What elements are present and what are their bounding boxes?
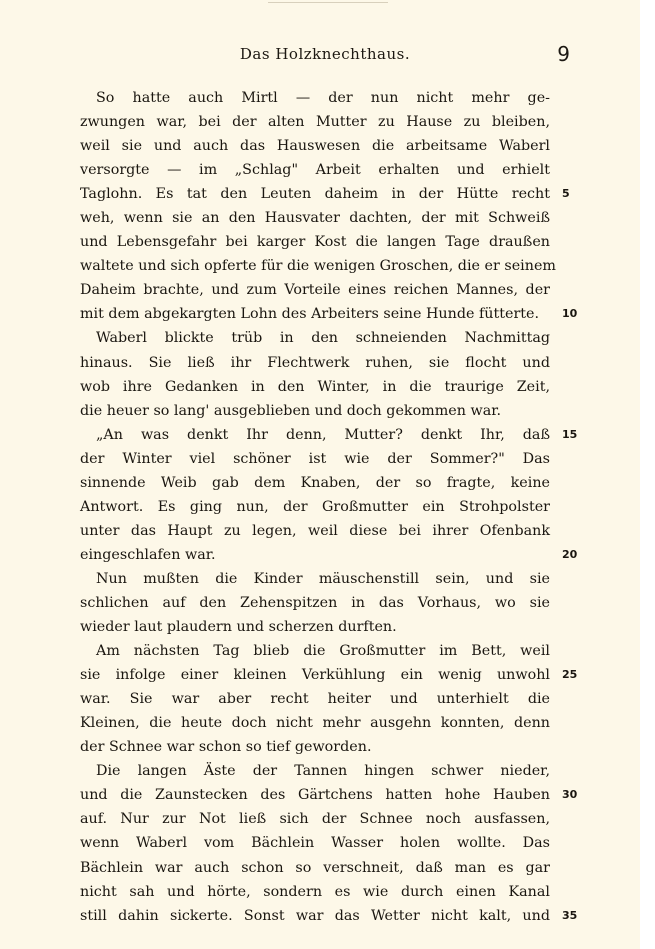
text-line	[80, 663, 578, 687]
line-text: mit dem abgekargten Lohn des Arbeiters seine Hunde fütterte.	[80, 306, 540, 323]
line-text: So hatte auch Mirtl — der nun nicht mehr ge-	[96, 90, 550, 106]
line-number: 15	[562, 427, 578, 441]
text-line	[80, 519, 550, 543]
text-line	[80, 543, 578, 567]
line-text: Am nächsten Tag blieb die Großmutter im Bett, weil	[96, 643, 550, 660]
text-line	[80, 86, 550, 110]
text-line	[80, 351, 550, 375]
text-line	[80, 278, 550, 302]
line-text: Bächlein war auch schon so verschneit, daß man es gar	[80, 859, 550, 876]
text-line	[80, 807, 550, 831]
text-line	[80, 831, 550, 855]
line-text: Antwort. Es ging nun, der Großmutter ein Strohpolster	[80, 498, 550, 515]
line-number: 35	[562, 908, 578, 922]
line-number: 20	[562, 547, 578, 561]
line-text: sinnende Weib gab dem Knaben, der so fragte, keine	[80, 474, 550, 491]
line-text: hinaus. Sie ließ ihr Flechtwerk ruhen, sie flocht und	[80, 354, 550, 371]
line-text: unter das Haupt zu legen, weil diese bei ihrer Ofenbank	[80, 522, 550, 539]
text-line	[80, 591, 550, 615]
line-text: die heuer so lang' ausgeblieben und doch gekommen war.	[80, 402, 502, 419]
body-text	[80, 86, 578, 928]
line-text: wieder laut plaudern und scherzen durften.	[80, 619, 397, 636]
text-line	[80, 495, 550, 519]
line-number: 10	[562, 307, 578, 321]
line-text: und Lebensgefahr bei karger Kost die langen Tage draußen	[80, 234, 550, 251]
line-text: zwungen war, bei der alten Mutter zu Hause zu bleiben,	[80, 114, 550, 131]
line-text: wenn Waberl vom Bächlein Wasser holen wollte. Das	[80, 835, 550, 852]
text-line	[80, 399, 550, 423]
line-text: weh, wenn sie an den Hausvater dachten, der mit Schweiß	[80, 210, 550, 227]
page-number: 9	[557, 42, 570, 66]
text-line	[80, 735, 550, 759]
line-text: Taglohn. Es tat den Leuten daheim in der Hütte recht	[80, 186, 550, 203]
line-text: sie infolge einer kleinen Verkühlung ein wenig unwohl	[80, 667, 550, 684]
line-text: nicht sah und hörte, sondern es wie durch einen Kanal	[80, 883, 550, 900]
text-line	[80, 615, 550, 639]
text-line	[80, 711, 550, 735]
line-text: der Schnee war schon so tief geworden.	[80, 739, 372, 756]
line-text: Nun mußten die Kinder mäuschenstill sein, und sie	[96, 570, 550, 587]
line-text: „An was denkt Ihr denn, Mutter? denkt Ihr, daß	[96, 426, 550, 443]
line-number: 25	[562, 668, 578, 682]
line-text: weil sie und auch das Hauswesen die arbeitsame Waberl	[80, 138, 550, 155]
running-head	[80, 42, 570, 71]
line-text: still dahin sickerte. Sonst war das Wetter nicht kalt, und	[80, 907, 550, 924]
text-line	[80, 423, 578, 447]
text-line	[80, 182, 570, 206]
text-line	[80, 639, 550, 663]
text-line	[80, 904, 578, 928]
text-line	[80, 375, 550, 399]
text-line	[80, 110, 550, 134]
line-text: Daheim brachte, und zum Vorteile eines reichen Mannes, der	[80, 282, 550, 299]
line-text: Die langen Äste der Tannen hingen schwer nieder,	[96, 763, 550, 780]
text-line	[80, 567, 550, 591]
text-line	[80, 158, 550, 182]
line-text: der Winter viel schöner ist wie der Sommer?" Das	[80, 450, 550, 467]
text-line	[80, 206, 550, 230]
text-line	[80, 783, 578, 807]
line-text: eingeschlafen war.	[80, 546, 216, 563]
text-line	[80, 134, 550, 158]
text-line	[80, 471, 550, 495]
text-line	[80, 856, 550, 880]
top-edge-rule	[268, 2, 388, 3]
line-text: wob ihre Gedanken in den Winter, in die traurige Zeit,	[80, 378, 550, 395]
text-line	[80, 326, 550, 350]
text-line	[80, 880, 550, 904]
scan-margin	[640, 0, 655, 949]
text-line	[80, 687, 550, 711]
line-text: und die Zaunstecken des Gärtchens hatten hohe Hauben	[80, 787, 550, 804]
text-line	[80, 254, 556, 278]
line-text: war. Sie war aber recht heiter und unterhielt die	[80, 691, 550, 708]
line-text: schlichen auf den Zehenspitzen in das Vorhaus, wo sie	[80, 594, 550, 611]
line-number: 30	[562, 788, 578, 802]
line-text: Waberl blickte trüb in den schneienden Nachmittag	[96, 330, 550, 347]
line-text: waltete und sich opferte für die wenigen Groschen, die er seinem	[80, 258, 556, 275]
text-line	[80, 302, 578, 326]
text-line	[80, 447, 550, 471]
line-text: Kleinen, die heute doch nicht mehr ausgehn konnten, denn	[80, 715, 550, 732]
line-text: auf. Nur zur Not ließ sich der Schnee noch ausfassen,	[80, 811, 550, 828]
text-line	[80, 759, 550, 783]
running-head-title: Das Holzknechthaus.	[239, 45, 411, 63]
line-text: versorgte — im „Schlag" Arbeit erhalten und erhielt	[80, 162, 550, 179]
line-number: 5	[562, 187, 570, 201]
text-line	[80, 230, 550, 254]
